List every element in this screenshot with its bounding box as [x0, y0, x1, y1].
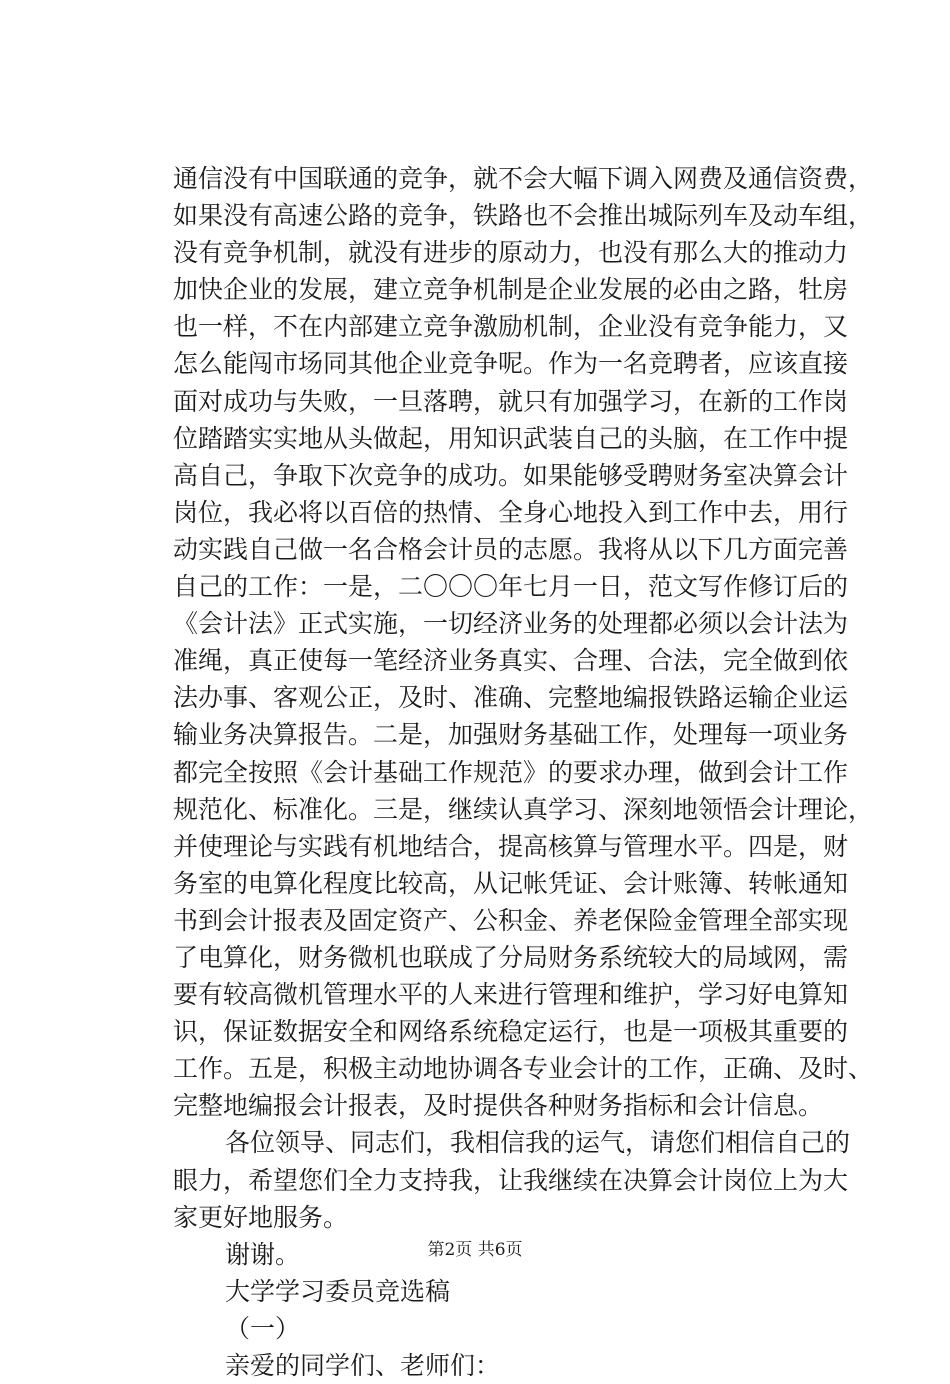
text-line: 法办事、客观公正，及时、准确、完整地编报铁路运输企业运 [173, 683, 849, 713]
text-line: 通信没有中国联通的竞争，就不会大幅下调入网费及通信资费， [173, 164, 874, 193]
text-line: 都完全按照《会计基础工作规范》的要求办理，做到会计工作 [173, 757, 849, 787]
text-line: 岗位，我必将以百倍的热情、全身心地投入到工作中去，用行 [173, 497, 849, 527]
text-line: 高自己，争取下次竞争的成功。如果能够受聘财务室决算会计 [173, 460, 849, 490]
text-line: 并使理论与实践有机地结合，提高核算与管理水平。四是，财 [173, 831, 849, 861]
text-line: 谢谢。 [225, 1239, 301, 1269]
text-line: 工作。五是，积极主动地协调各专业会计的工作，正确、及时、 [173, 1054, 874, 1084]
text-line: 了电算化，财务微机也联成了分局财务系统较大的局域网，需 [173, 942, 849, 972]
text-line: 位踏踏实实地从头做起，用知识武装自己的头脑，在工作中提 [173, 423, 849, 453]
text-line: 《会计法》正式实施，一切经济业务的处理都必须以会计法为 [173, 609, 849, 639]
text-line: 规范化、标准化。三是，继续认真学习、深刻地领悟会计理论， [173, 794, 874, 824]
text-line: 务室的电算化程度比较高，从记帐凭证、会计账簿、转帐通知 [173, 868, 849, 898]
text-line: 要有较高微机管理水平的人来进行管理和维护，学习好电算知 [173, 980, 849, 1010]
text-line: 加快企业的发展，建立竞争机制是企业发展的必由之路，牡房 [173, 275, 849, 305]
document-body [173, 160, 874, 1384]
text-line: 如果没有高速公路的竞争，铁路也不会推出城际列车及动车组， [173, 201, 874, 231]
section-number: （一） [225, 1313, 301, 1343]
text-line: 怎么能闯市场同其他企业竞争呢。作为一名竞聘者，应该直接 [173, 349, 849, 379]
page-number-footer: 第2页 共6页 [427, 1240, 523, 1260]
text-line: 没有竞争机制，就没有进步的原动力，也没有那么大的推动力 [173, 238, 849, 268]
text-line: 完整地编报会计报表，及时提供各种财务指标和会计信息。 [173, 1091, 824, 1121]
text-line: 准绳，真正使每一笔经济业务真实、合理、合法，完全做到依 [173, 646, 849, 676]
text-line: 输业务决算报告。二是，加强财务基础工作，处理每一项业务 [173, 720, 849, 750]
text-line: 各位领导、同志们，我相信我的运气，请您们相信自己的 [225, 1128, 851, 1158]
text-line: 眼力，希望您们全力支持我，让我继续在决算会计岗位上为大 [173, 1165, 849, 1195]
text-line: 自己的工作：一是，二〇〇〇年七月一日，范文写作修订后的 [173, 572, 849, 602]
text-line: 动实践自己做一名合格会计员的志愿。我将从以下几方面完善 [173, 534, 849, 564]
section-title: 大学学习委员竞选稿 [225, 1276, 451, 1306]
salutation: 亲爱的同学们、老师们： [225, 1351, 501, 1380]
text-line: 面对成功与失败，一旦落聘，就只有加强学习，在新的工作岗 [173, 386, 849, 416]
text-line: 也一样，不在内部建立竞争激励机制，企业没有竞争能力，又 [173, 312, 849, 342]
text-line: 书到会计报表及固定资产、公积金、养老保险金管理全部实现 [173, 905, 849, 935]
text-line: 识，保证数据安全和网络系统稳定运行，也是一项极其重要的 [173, 1017, 849, 1047]
text-line: 家更好地服务。 [173, 1202, 349, 1232]
